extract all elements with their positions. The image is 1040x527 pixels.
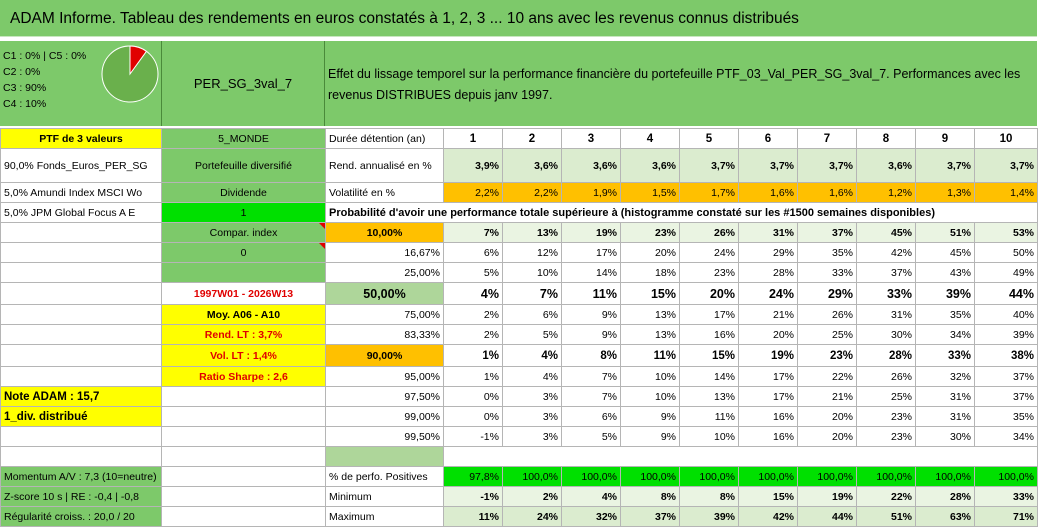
pct-label: 99,50% [326, 427, 444, 447]
pct-value: 8% [562, 345, 621, 367]
portfolio-name: PER_SG_3val_7 [161, 41, 325, 126]
pct-value: 18% [621, 263, 680, 283]
allocation-line-c1-c5: C1 : 0% | C5 : 0% [3, 50, 87, 62]
vol-value: 1,3% [916, 183, 975, 203]
pct-value: 20% [798, 427, 857, 447]
pct-value: 33% [798, 263, 857, 283]
pct-value: 29% [798, 283, 857, 305]
positives-value: 100,0% [975, 467, 1038, 487]
pct-value: 23% [680, 263, 739, 283]
pct-value: 25% [798, 325, 857, 345]
pct-value: 49% [975, 263, 1038, 283]
pct-value: 39% [975, 325, 1038, 345]
zero-value: 0 [162, 243, 326, 263]
pct-value: 26% [680, 223, 739, 243]
pct-value: 5% [503, 325, 562, 345]
pct-value: 34% [916, 325, 975, 345]
pct-value: 10% [503, 263, 562, 283]
pct-value: 24% [680, 243, 739, 263]
vol-value: 1,9% [562, 183, 621, 203]
holding-1: 90,0% Fonds_Euros_PER_SG [1, 149, 162, 183]
zone-label: 5_MONDE [162, 129, 326, 149]
pct-value: 24% [739, 283, 798, 305]
maximum-value: 37% [621, 507, 680, 527]
pct-value: 34% [975, 427, 1038, 447]
rend-label: Rend. annualisé en % [326, 149, 444, 183]
row-minimum [1, 487, 1038, 507]
year-header: 5 [680, 129, 739, 149]
one-value: 1 [162, 203, 326, 223]
rend-value: 3,6% [621, 149, 680, 183]
pct-value: 43% [916, 263, 975, 283]
pct-value: 35% [916, 305, 975, 325]
row-volatilite [1, 183, 1038, 203]
momentum-label: Momentum A/V : 7,3 (10=neutre) [1, 467, 162, 487]
pct-value: 15% [680, 345, 739, 367]
pct-value: 0% [444, 387, 503, 407]
pct-value: 13% [680, 387, 739, 407]
allocation-line-c2: C2 : 0% [3, 66, 41, 78]
year-header: 10 [975, 129, 1038, 149]
pct-value: 29% [739, 243, 798, 263]
pct-value: 4% [503, 367, 562, 387]
pct-label: 16,67% [326, 243, 444, 263]
year-header: 4 [621, 129, 680, 149]
pct-value: 16% [680, 325, 739, 345]
pct-row [1, 305, 1038, 325]
minimum-value: 28% [916, 487, 975, 507]
pct-value: 20% [739, 325, 798, 345]
pct-value: 37% [975, 387, 1038, 407]
pct-value: 3% [503, 387, 562, 407]
pct-value: 26% [798, 305, 857, 325]
pct-label: 99,00% [326, 407, 444, 427]
portfolio-type: Portefeuille diversifié [162, 149, 326, 183]
pct-value: 35% [798, 243, 857, 263]
maximum-value: 42% [739, 507, 798, 527]
minimum-value: 19% [798, 487, 857, 507]
pct-value: 11% [621, 345, 680, 367]
pct-value: 45% [857, 223, 916, 243]
pct-value: 9% [621, 407, 680, 427]
year-header: 7 [798, 129, 857, 149]
positives-value: 100,0% [503, 467, 562, 487]
pct-value: 7% [562, 387, 621, 407]
minimum-value: 4% [562, 487, 621, 507]
vol-value: 1,7% [680, 183, 739, 203]
pct-row [1, 325, 1038, 345]
pct-row-median [1, 283, 1038, 305]
pct-value: 10% [680, 427, 739, 447]
positives-value: 100,0% [562, 467, 621, 487]
pct-row [1, 243, 1038, 263]
vol-value: 1,6% [739, 183, 798, 203]
minimum-value: -1% [444, 487, 503, 507]
year-header: 9 [916, 129, 975, 149]
minimum-value: 8% [680, 487, 739, 507]
pct-value: 16% [739, 407, 798, 427]
pct-value: 1% [444, 345, 503, 367]
pct-value: 6% [503, 305, 562, 325]
pct-value: 31% [857, 305, 916, 325]
maximum-value: 24% [503, 507, 562, 527]
year-header: 3 [562, 129, 621, 149]
pct-value: 4% [503, 345, 562, 367]
pct-value: -1% [444, 427, 503, 447]
vol-lt-label: Vol. LT : 1,4% [162, 345, 326, 367]
allocation-line-c3: C3 : 90% [3, 82, 47, 94]
pct-value: 5% [444, 263, 503, 283]
rend-lt-label: Rend. LT : 3,7% [162, 325, 326, 345]
positives-value: 100,0% [621, 467, 680, 487]
pct-value: 31% [916, 407, 975, 427]
compar-index-label: Compar. index [162, 223, 326, 243]
pct-value: 10% [621, 387, 680, 407]
pct-value: 33% [857, 283, 916, 305]
allocation-line-c4: C4 : 10% [3, 98, 47, 110]
holding-3: 5,0% JPM Global Focus A E [1, 203, 162, 223]
year-header: 1 [444, 129, 503, 149]
spacer-row [1, 447, 1038, 467]
vol-value: 1,5% [621, 183, 680, 203]
pct-row [1, 427, 1038, 447]
holding-2: 5,0% Amundi Index MSCI Wo [1, 183, 162, 203]
pct-value: 10% [621, 367, 680, 387]
maximum-label: Maximum [326, 507, 444, 527]
pct-value: 21% [798, 387, 857, 407]
maximum-value: 71% [975, 507, 1038, 527]
row-positives [1, 467, 1038, 487]
pct-value: 2% [444, 305, 503, 325]
allocation-pie-chart [100, 44, 160, 104]
pct-value: 9% [621, 427, 680, 447]
dividende-label: Dividende [162, 183, 326, 203]
pct-value: 7% [562, 367, 621, 387]
pct-row [1, 345, 1038, 367]
positives-value: 100,0% [680, 467, 739, 487]
pct-value: 13% [621, 325, 680, 345]
year-header: 6 [739, 129, 798, 149]
pct-value: 30% [857, 325, 916, 345]
positives-value: 100,0% [857, 467, 916, 487]
pct-value: 21% [739, 305, 798, 325]
pct-value: 33% [916, 345, 975, 367]
ptf-count: PTF de 3 valeurs [1, 129, 162, 149]
pct-row [1, 263, 1038, 283]
positives-value: 100,0% [916, 467, 975, 487]
pct-value: 9% [562, 325, 621, 345]
minimum-value: 22% [857, 487, 916, 507]
maximum-value: 63% [916, 507, 975, 527]
pct-value: 7% [503, 283, 562, 305]
rend-value: 3,6% [503, 149, 562, 183]
rend-value: 3,7% [798, 149, 857, 183]
pct-value: 23% [857, 407, 916, 427]
pct-value: 37% [857, 263, 916, 283]
pct-value: 45% [916, 243, 975, 263]
pct-value: 4% [444, 283, 503, 305]
maximum-value: 32% [562, 507, 621, 527]
vol-label: Volatilité en % [326, 183, 444, 203]
pct-label: 50,00% [326, 283, 444, 305]
pct-value: 51% [916, 223, 975, 243]
pct-label: 83,33% [326, 325, 444, 345]
row-maximum [1, 507, 1038, 527]
pct-value: 35% [975, 407, 1038, 427]
pct-row [1, 387, 1038, 407]
pct-value: 50% [975, 243, 1038, 263]
pct-value: 31% [916, 387, 975, 407]
pct-value: 17% [739, 367, 798, 387]
pct-value: 44% [975, 283, 1038, 305]
pct-value: 37% [975, 367, 1038, 387]
pct-value: 15% [621, 283, 680, 305]
maximum-value: 44% [798, 507, 857, 527]
positives-label: % de perfo. Positives [326, 467, 444, 487]
row-rendement [1, 149, 1038, 183]
probability-description: Probabilité d'avoir une performance totale supérieure à (histogramme constaté sur les #1500 semaines disponibles) [326, 203, 1038, 223]
maximum-value: 39% [680, 507, 739, 527]
year-header: 2 [503, 129, 562, 149]
pct-value: 1% [444, 367, 503, 387]
pct-value: 3% [503, 407, 562, 427]
pct-row [1, 223, 1038, 243]
pct-value: 14% [680, 367, 739, 387]
minimum-value: 2% [503, 487, 562, 507]
pct-value: 20% [680, 283, 739, 305]
pct-value: 42% [857, 243, 916, 263]
note-adam: Note ADAM : 15,7 [1, 387, 162, 407]
pct-value: 40% [975, 305, 1038, 325]
positives-value: 100,0% [739, 467, 798, 487]
regularite-label: Régularité croiss. : 20,0 / 20 [1, 507, 162, 527]
pct-value: 17% [680, 305, 739, 325]
pct-value: 19% [739, 345, 798, 367]
pct-value: 30% [916, 427, 975, 447]
moy-label: Moy. A06 - A10 [162, 305, 326, 325]
vol-value: 2,2% [503, 183, 562, 203]
pct-row [1, 367, 1038, 387]
pct-label: 75,00% [326, 305, 444, 325]
pct-value: 19% [562, 223, 621, 243]
maximum-value: 11% [444, 507, 503, 527]
row-probability-header [1, 203, 1038, 223]
pct-value: 13% [503, 223, 562, 243]
pct-value: 9% [562, 305, 621, 325]
pct-value: 11% [680, 407, 739, 427]
pct-value: 28% [739, 263, 798, 283]
div-note: 1_div. distribué [1, 407, 162, 427]
pct-value: 38% [975, 345, 1038, 367]
pct-value: 23% [621, 223, 680, 243]
pct-value: 23% [857, 427, 916, 447]
pct-value: 20% [621, 243, 680, 263]
pct-value: 7% [444, 223, 503, 243]
zscore-label: Z-score 10 s | RE : -0,4 | -0,8 [1, 487, 162, 507]
pct-value: 20% [798, 407, 857, 427]
pct-value: 37% [798, 223, 857, 243]
pct-value: 13% [621, 305, 680, 325]
positives-value: 100,0% [798, 467, 857, 487]
report-title: ADAM Informe. Tableau des rendements en euros constatés à 1, 2, 3 ... 10 ans avec les revenus connus distribués [0, 0, 1037, 37]
maximum-value: 51% [857, 507, 916, 527]
minimum-value: 33% [975, 487, 1038, 507]
pct-value: 16% [739, 427, 798, 447]
positives-value: 97,8% [444, 467, 503, 487]
pct-value: 25% [857, 387, 916, 407]
pct-value: 14% [562, 263, 621, 283]
pct-value: 3% [503, 427, 562, 447]
pct-label: 10,00% [326, 223, 444, 243]
vol-value: 1,4% [975, 183, 1038, 203]
rend-value: 3,6% [857, 149, 916, 183]
pct-value: 12% [503, 243, 562, 263]
year-header: 8 [857, 129, 916, 149]
pct-label: 25,00% [326, 263, 444, 283]
pct-value: 17% [739, 387, 798, 407]
pct-value: 11% [562, 283, 621, 305]
pct-row [1, 407, 1038, 427]
minimum-value: 15% [739, 487, 798, 507]
minimum-value: 8% [621, 487, 680, 507]
pct-value: 6% [444, 243, 503, 263]
pct-value: 5% [562, 427, 621, 447]
rend-value: 3,9% [444, 149, 503, 183]
pct-label: 95,00% [326, 367, 444, 387]
pct-value: 0% [444, 407, 503, 427]
sharpe-label: Ratio Sharpe : 2,6 [162, 367, 326, 387]
rend-value: 3,7% [916, 149, 975, 183]
vol-value: 1,6% [798, 183, 857, 203]
pct-value: 28% [857, 345, 916, 367]
effect-description: Effet du lissage temporel sur la performance financière du portefeuille PTF_03_Val_PER_SG_3val_7. Performances avec les revenus DISTRIBUES depuis janv 1997. [325, 41, 1037, 126]
pct-value: 6% [562, 407, 621, 427]
vol-value: 1,2% [857, 183, 916, 203]
pct-value: 23% [798, 345, 857, 367]
pct-value: 2% [444, 325, 503, 345]
duree-label: Durée détention (an) [326, 129, 444, 149]
rend-value: 3,7% [975, 149, 1038, 183]
pct-value: 17% [562, 243, 621, 263]
pct-value: 32% [916, 367, 975, 387]
pct-label: 90,00% [326, 345, 444, 367]
returns-table [0, 128, 1038, 527]
pct-value: 26% [857, 367, 916, 387]
rend-value: 3,7% [739, 149, 798, 183]
pct-label: 97,50% [326, 387, 444, 407]
vol-value: 2,2% [444, 183, 503, 203]
pct-value: 39% [916, 283, 975, 305]
pct-value: 31% [739, 223, 798, 243]
row-header [1, 129, 1038, 149]
minimum-label: Minimum [326, 487, 444, 507]
rend-value: 3,6% [562, 149, 621, 183]
pct-value: 53% [975, 223, 1038, 243]
pct-value: 22% [798, 367, 857, 387]
period-label: 1997W01 - 2026W13 [162, 283, 326, 305]
rend-value: 3,7% [680, 149, 739, 183]
